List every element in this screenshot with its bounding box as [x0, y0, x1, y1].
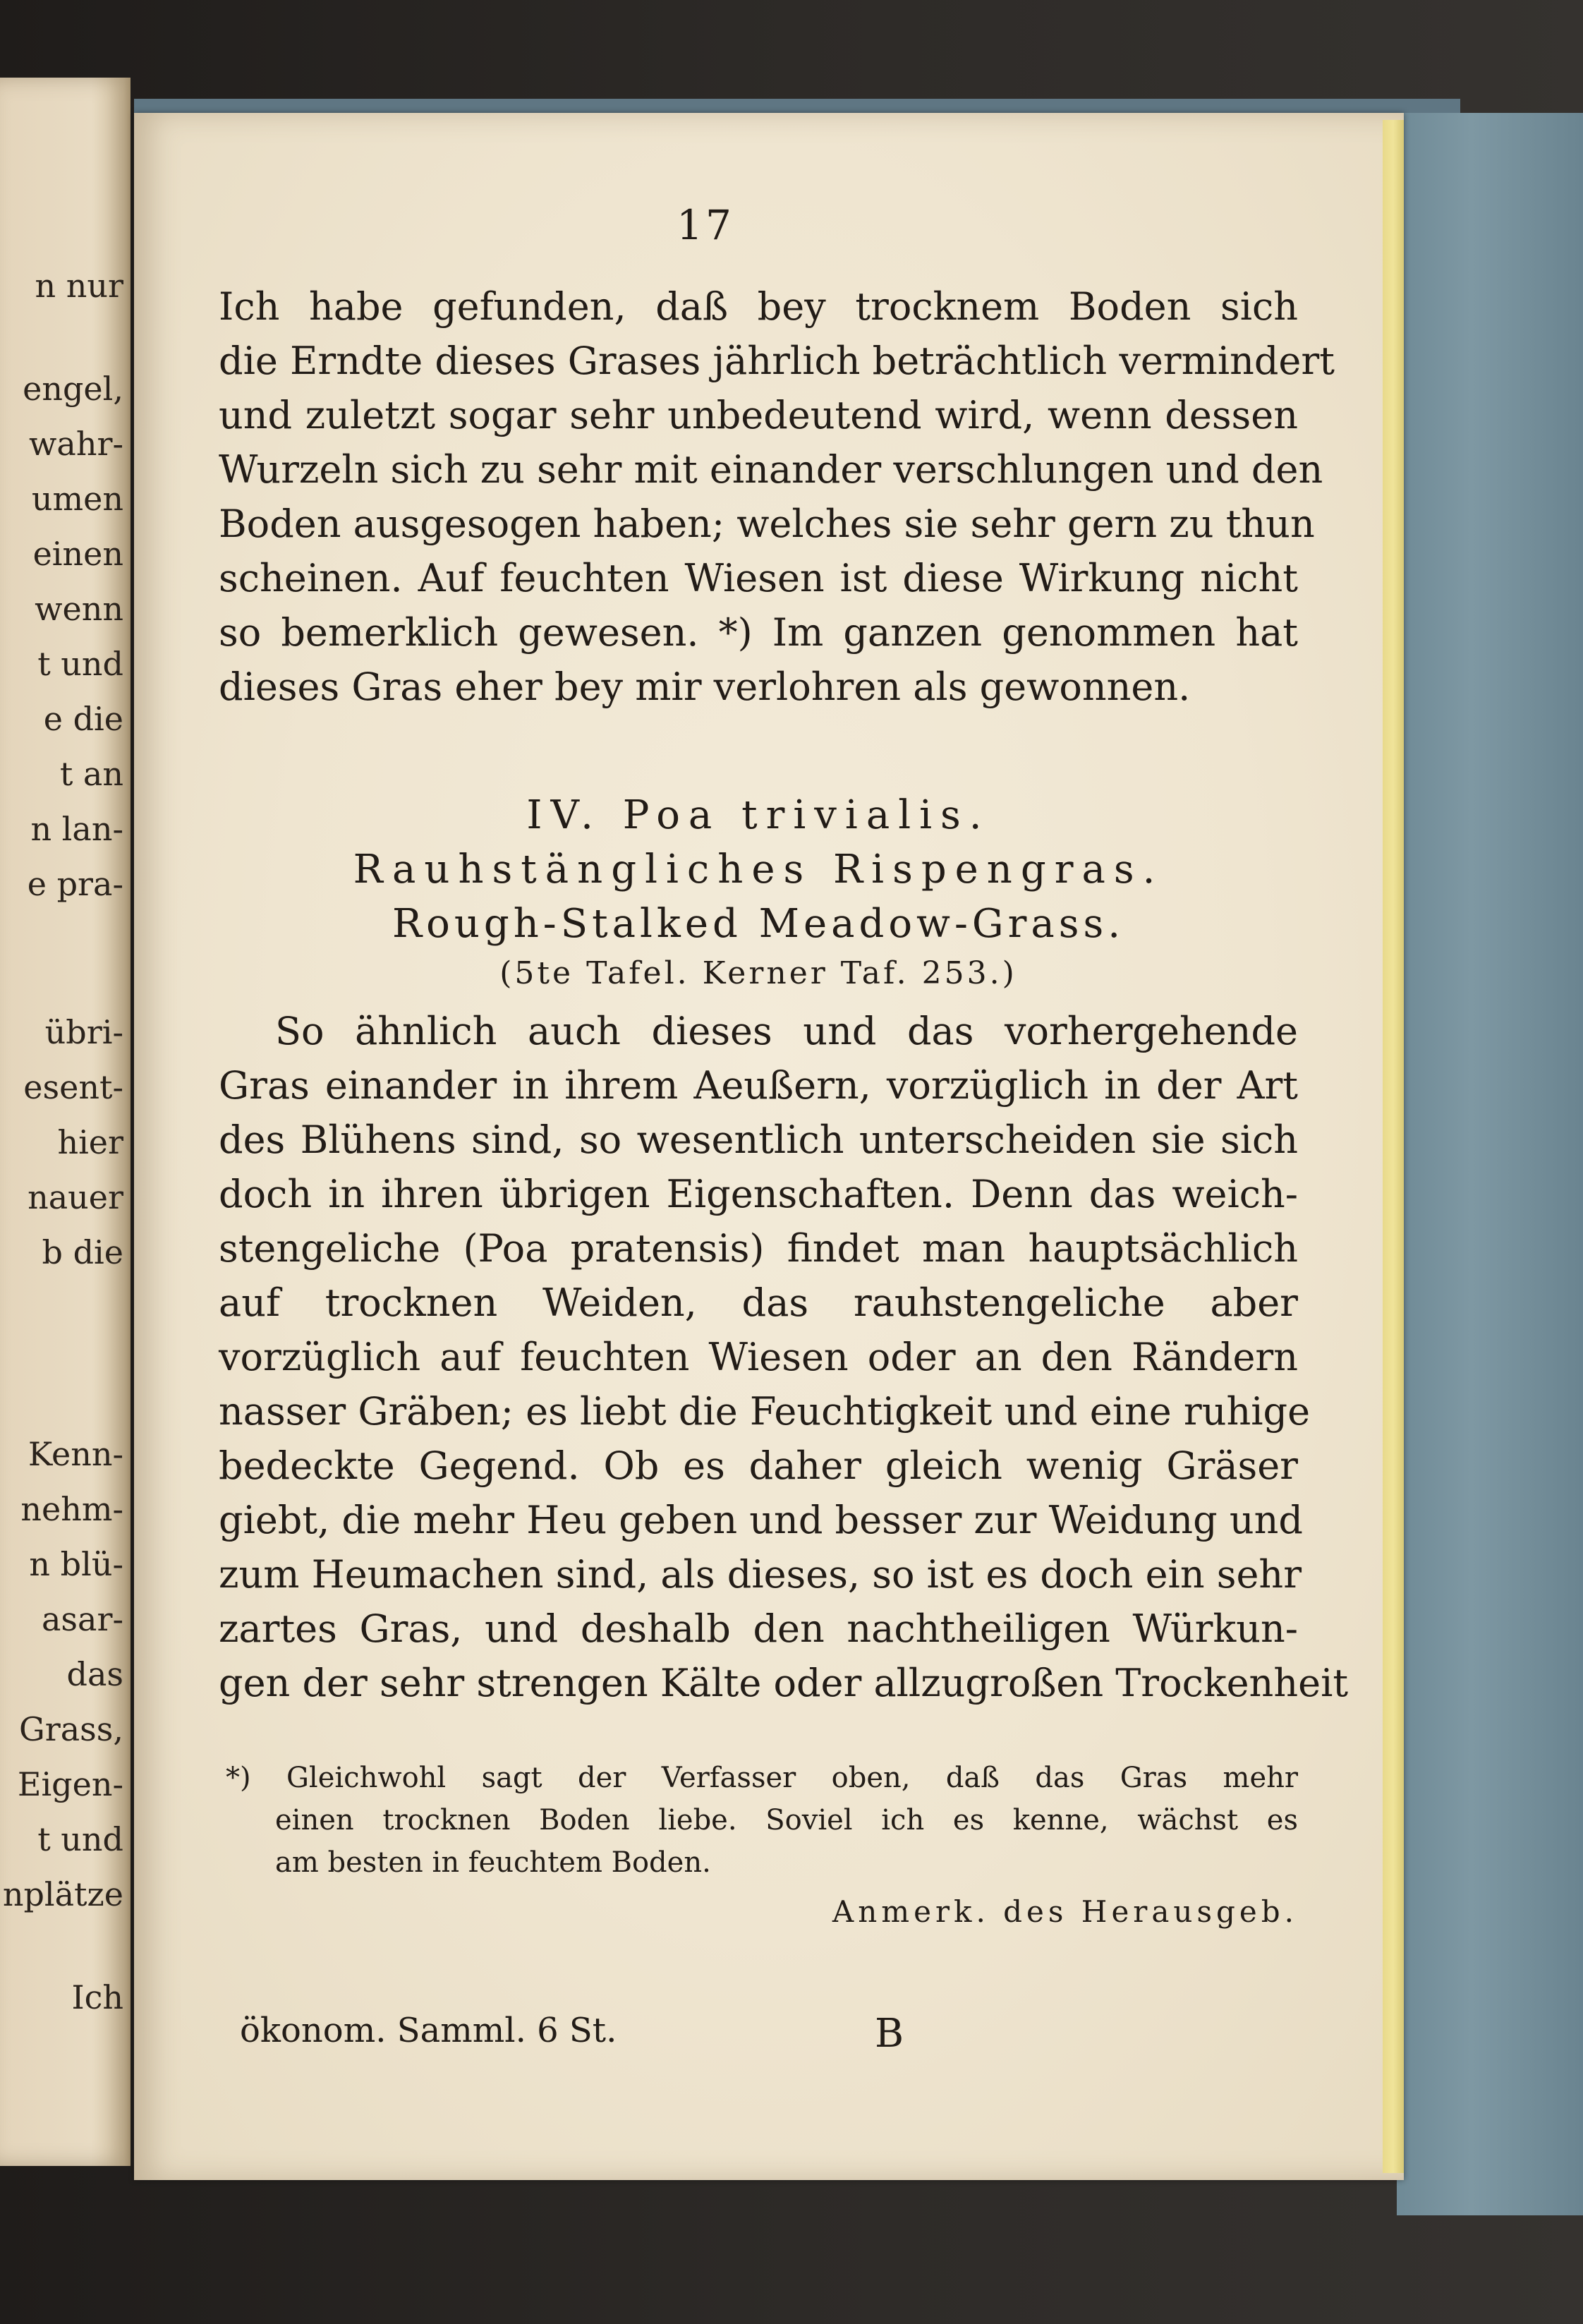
- left-page-fragment: e pra-: [27, 865, 123, 903]
- page-edge-gilding: [1383, 120, 1404, 2173]
- text-line: zum Heumachen sind, als dieses, so ist es doch ein sehr: [219, 1552, 1302, 1597]
- footnote-line: *) Gleichwohl sagt der Verfasser oben, daß das Gras mehr: [226, 1762, 1298, 1794]
- text-line: Boden ausgesogen haben; welches sie sehr gern zu thun: [219, 502, 1315, 546]
- left-page-fragment: umen: [31, 480, 123, 518]
- left-page-fragment: n lan-: [30, 810, 123, 848]
- left-page-fragment: t an: [59, 755, 123, 793]
- text-line: dieses Gras eher bey mir verlohren als gewonnen.: [219, 665, 1191, 709]
- text-line: und zuletzt sogar sehr unbedeutend wird, wenn dessen: [219, 393, 1298, 437]
- left-page-fragment: t und: [37, 645, 123, 683]
- text-line: Wurzeln sich zu sehr mit einander verschlungen und den: [219, 447, 1323, 492]
- text-line: gen der sehr strengen Kälte oder allzugroßen Trockenheit: [219, 1661, 1349, 1705]
- book-cover-edge: [1397, 113, 1583, 2215]
- page-number: 17: [677, 201, 734, 249]
- left-page-fragment: Kenn-: [28, 1435, 123, 1473]
- text-line: nasser Gräben; es liebt die Feuchtigkeit und eine ruhige: [219, 1389, 1311, 1434]
- left-page-fragment: n nur: [35, 267, 123, 305]
- left-page-fragment: n blü-: [29, 1545, 123, 1583]
- left-page-fragment: hier: [57, 1123, 123, 1161]
- left-page-fragment: wahr-: [29, 425, 123, 463]
- text-line: scheinen. Auf feuchten Wiesen ist diese Wirkung nicht: [219, 556, 1298, 600]
- left-page-fragment: nplätze: [2, 1875, 123, 1913]
- left-page-fragment: nehm-: [20, 1490, 123, 1528]
- left-page-fragment: esent-: [23, 1068, 123, 1106]
- gathering-mark: B: [875, 2011, 904, 2057]
- text-line: bedeckte Gegend. Ob es daher gleich wenig Gräser: [219, 1444, 1298, 1488]
- left-page-fragment: das: [66, 1655, 123, 1693]
- section-heading-german: Rauhstängliches Rispengras.: [353, 847, 1164, 892]
- section-heading-english: Rough-Stalked Meadow-Grass.: [392, 901, 1125, 947]
- text-line: vorzüglich auf feuchten Wiesen oder an den Rändern: [219, 1335, 1298, 1379]
- text-line: so bemerklich gewesen. *) Im ganzen genommen hat: [219, 610, 1298, 655]
- left-page-fragment: nauer: [28, 1178, 123, 1216]
- page-content: [134, 113, 1404, 2180]
- text-line: auf trocknen Weiden, das rauhstengeliche aber: [219, 1281, 1298, 1325]
- left-page-fragment: engel,: [23, 370, 123, 408]
- section-heading-latin: IV. Poa trivialis.: [526, 792, 990, 838]
- right-page: [134, 113, 1404, 2180]
- left-page-fragment: Ich: [71, 1978, 123, 2016]
- text-line: zartes Gras, und deshalb den nachtheiligen Würkun-: [219, 1606, 1298, 1651]
- section-reference: (5te Tafel. Kerner Taf. 253.): [499, 955, 1017, 991]
- text-line: Ich habe gefunden, daß bey trocknem Boden sich: [219, 284, 1298, 329]
- text-line: die Erndte dieses Grases jährlich beträchtlich vermindert: [219, 339, 1335, 383]
- text-line: Gras einander in ihrem Aeußern, vorzüglich in der Art: [219, 1063, 1298, 1108]
- left-page-fragment: einen: [32, 535, 123, 573]
- left-page-fragment: t und: [37, 1820, 123, 1858]
- left-facing-page: [0, 78, 131, 2166]
- text-line: des Blühens sind, so wesentlich unterscheiden sie sich: [219, 1118, 1298, 1162]
- text-line: stengeliche (Poa pratensis) findet man hauptsächlich: [219, 1226, 1298, 1271]
- text-line: doch in ihren übrigen Eigenschaften. Denn das weich-: [219, 1172, 1298, 1216]
- text-line: So ähnlich auch dieses und das vorhergehende: [275, 1009, 1298, 1053]
- left-page-fragment: asar-: [42, 1600, 123, 1638]
- collection-signature: ökonom. Samml. 6 St.: [240, 2011, 617, 2050]
- footnote-line: am besten in feuchtem Boden.: [275, 1846, 711, 1879]
- left-page-fragment: e die: [43, 700, 123, 738]
- left-page-fragment: b die: [42, 1233, 123, 1271]
- left-page-fragment: Grass,: [19, 1710, 123, 1748]
- footnote-signature: Anmerk. des Herausgeb.: [832, 1894, 1298, 1929]
- left-page-fragment: wenn: [35, 590, 123, 628]
- text-line: giebt, die mehr Heu geben und besser zur Weidung und: [219, 1498, 1303, 1542]
- footnote-line: einen trocknen Boden liebe. Soviel ich es kenne, wächst es: [275, 1804, 1298, 1836]
- left-page-fragment: Eigen-: [17, 1765, 123, 1803]
- left-page-fragment: übri-: [44, 1013, 123, 1051]
